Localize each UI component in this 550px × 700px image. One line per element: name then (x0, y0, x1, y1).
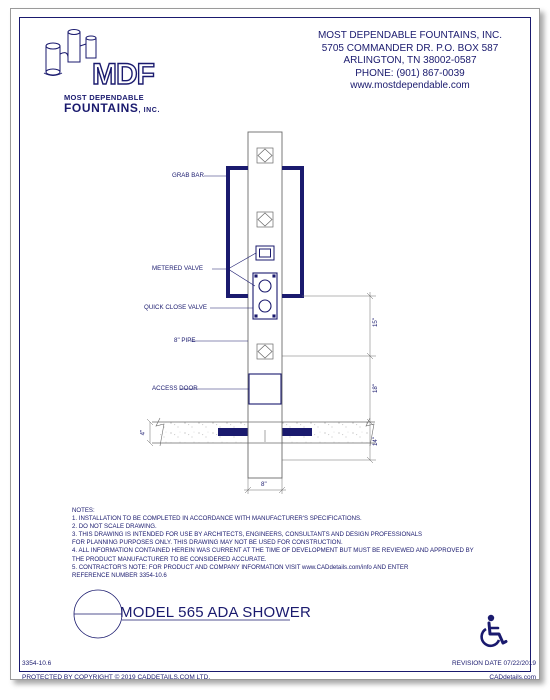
dimension-width: 8" (261, 481, 267, 488)
company-city: ARLINGTON, TN 38002-0587 (343, 55, 477, 66)
company-name: MOST DEPENDABLE FOUNTAINS, INC. (317, 30, 503, 41)
wheelchair-icon (478, 614, 510, 648)
note-line: 2. DO NOT SCALE DRAWING. (72, 523, 157, 531)
logo-line-1: MOST DEPENDABLE (64, 93, 144, 102)
note-line: THE PRODUCT MANUFACTURER TO BE CONSIDERED ACCURATE. (72, 555, 267, 563)
mdf-mark: MDF (92, 58, 154, 91)
drawing-title: MODEL 565 ADA SHOWER (120, 604, 312, 621)
caddetails-link[interactable]: CADdetails.com (489, 674, 536, 681)
company-website: www.mostdependable.com (350, 80, 470, 91)
note-line: REFERENCE NUMBER 3354-10.6 (72, 571, 167, 579)
logo-suffix: , INC. (138, 107, 161, 114)
copyright-notice: PROTECTED BY COPYRIGHT © 2019 CADDETAILS.COM LTD. (22, 674, 211, 681)
notes-heading: NOTES: (72, 507, 95, 514)
revision-date: REVISION DATE 07/22/2019 (451, 660, 536, 667)
label-grab-bar: GRAB BAR (172, 172, 204, 179)
note-line: 5. CONTRACTOR'S NOTE: FOR PRODUCT AND COMPANY INFORMATION VISIT www.CADdetails.com/info AND ENTER (72, 563, 409, 571)
general-notes (72, 507, 512, 580)
dimension-upper: 15" (372, 317, 380, 328)
label-access-door: ACCESS DOOR (152, 385, 198, 392)
dimension-middle: 18" (372, 383, 380, 394)
label-metered-valve: METERED VALVE (152, 265, 203, 272)
note-line: FOR PLANNING PURPOSES ONLY. THIS DRAWING MAY NOT BE USED FOR CONSTRUCTION. (72, 539, 343, 547)
logo-line-2-main: FOUNTAINS (64, 101, 139, 115)
leader-lines (180, 176, 256, 389)
note-line: 1. INSTALLATION TO BE COMPLETED IN ACCORDANCE WITH MANUFACTURER'S SPECIFICATIONS. (72, 515, 362, 523)
dimension-slab: 4" (139, 429, 147, 436)
note-line: 4. ALL INFORMATION CONTAINED HEREIN WAS CURRENT AT THE TIME OF DEVELOPMENT BUT MUST BE REVIEWED AND APPROVED BY (72, 547, 474, 555)
company-phone: PHONE: (901) 867-0039 (355, 67, 465, 79)
company-address: 5705 COMMANDER DR. P.O. BOX 587 (321, 42, 499, 54)
dimension-lower: 14" (372, 436, 380, 447)
drawing-code: 3354-10.6 (22, 660, 52, 667)
note-line: 3. THIS DRAWING IS INTENDED FOR USE BY ARCHITECTS, ENGINEERS, CONSULTANTS AND DESIGN PROFESSIONALS (72, 531, 423, 539)
label-pipe: 8" PIPE (174, 337, 196, 344)
label-quick-close-valve: QUICK CLOSE VALVE (144, 304, 208, 311)
